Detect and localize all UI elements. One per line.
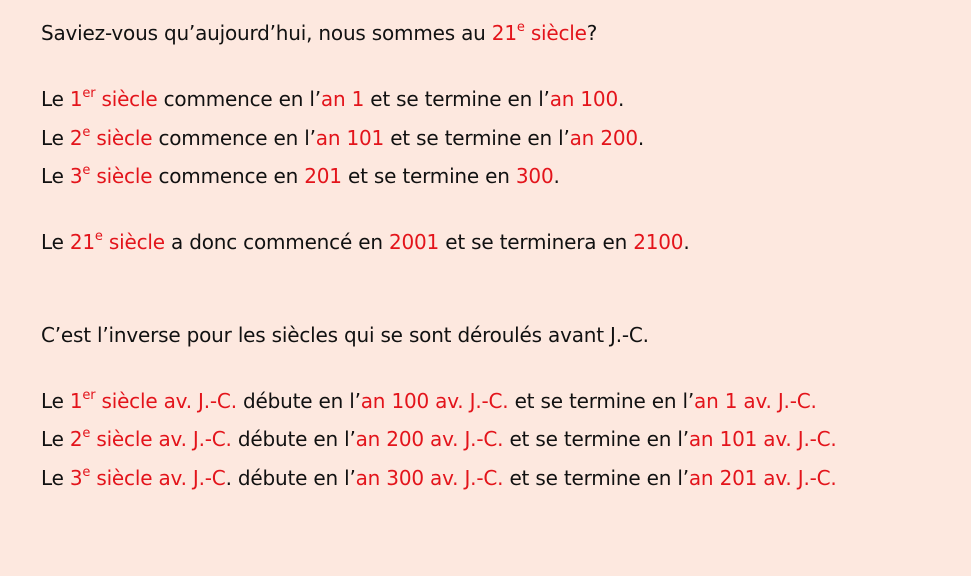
- bc-century-line-1: [41, 387, 817, 415]
- line-text: Le: [41, 126, 70, 150]
- bc-century-line-2: [41, 425, 837, 453]
- line-text: .: [683, 230, 690, 254]
- end-year: an 200: [569, 126, 638, 150]
- century-label: [70, 466, 226, 490]
- line-text: a donc commencé en: [164, 230, 389, 254]
- century-ordinal: e: [516, 20, 525, 36]
- start-year: an 101: [315, 126, 385, 150]
- end-year: an 100: [549, 87, 618, 111]
- century-label: [70, 389, 237, 413]
- century-word: siècle av. J.-C: [90, 466, 226, 490]
- end-year: an 201 av. J.-C.: [688, 466, 837, 490]
- century-label: [70, 164, 152, 188]
- start-year: an 1: [320, 87, 365, 111]
- line-text: débute en l’: [236, 389, 361, 413]
- century-word: siècle: [524, 21, 587, 45]
- century-ordinal: e: [82, 465, 91, 481]
- line-text: commence en: [157, 87, 310, 111]
- ad-century-line-2: [41, 124, 644, 152]
- end-year: 2100: [633, 230, 684, 254]
- century-word: siècle av. J.-C.: [95, 389, 237, 413]
- line-text: Le: [41, 230, 70, 254]
- century-word: siècle: [95, 87, 158, 111]
- century-number: 1: [69, 87, 83, 111]
- line-text: Le: [41, 466, 70, 490]
- century-word: siècle: [90, 164, 153, 188]
- intro-text: Saviez-vous qu’aujourd’hui, nous sommes au: [41, 21, 492, 45]
- line-text: . débute en l’: [225, 466, 356, 490]
- intro-century: [492, 21, 587, 45]
- century-number: 3: [69, 466, 83, 490]
- line-text: Le: [41, 87, 70, 111]
- century-word: siècle av. J.-C.: [90, 427, 232, 451]
- end-year: an 101 av. J.-C.: [688, 427, 837, 451]
- line-text: et se termine en: [384, 126, 559, 150]
- line-text: et se termine en: [341, 164, 516, 188]
- end-year: an 1 av. J.-C.: [694, 389, 817, 413]
- intro-line: [41, 19, 597, 47]
- inverse-line: C’est l’inverse pour les siècles qui se sont déroulés avant J.-C.: [41, 323, 649, 347]
- line-text: Le: [41, 427, 70, 451]
- century-ordinal: e: [82, 163, 91, 179]
- century-ordinal: e: [82, 426, 91, 442]
- century-ordinal: e: [94, 229, 103, 245]
- line-text: et se terminera en: [439, 230, 634, 254]
- century-number: 3: [69, 164, 83, 188]
- bc-century-line-3: [41, 464, 837, 492]
- c21-line: [41, 228, 690, 256]
- century-label: [70, 126, 152, 150]
- line-text: et se termine en l’: [503, 427, 689, 451]
- line-text: Le: [41, 389, 70, 413]
- century-ordinal: e: [82, 125, 91, 141]
- start-year: 2001: [388, 230, 440, 254]
- start-year: an 100 av. J.-C.: [360, 389, 509, 413]
- line-text: .: [617, 87, 625, 111]
- century-number: 2: [69, 126, 83, 150]
- start-year: 201: [304, 164, 342, 188]
- line-text: Le: [41, 164, 70, 188]
- century-ordinal: er: [82, 388, 96, 404]
- century-number: 1: [69, 389, 83, 413]
- century-label: [70, 230, 165, 254]
- line-text: commence en: [152, 126, 305, 150]
- line-text: commence en: [152, 164, 305, 188]
- start-year: an 200 av. J.-C.: [355, 427, 504, 451]
- century-word: siècle: [90, 126, 153, 150]
- century-word: siècle: [102, 230, 165, 254]
- line-text: et se termine en l’: [508, 389, 695, 413]
- line-text: et se termine en l’: [503, 466, 689, 490]
- intro-question-mark: ?: [586, 21, 598, 45]
- line-text: l’: [538, 87, 550, 111]
- start-year: an 300 av. J.-C.: [355, 466, 504, 490]
- line-text: débute en l’: [231, 427, 356, 451]
- line-text: .: [637, 126, 645, 150]
- line-text: l’: [304, 126, 316, 150]
- line-text: .: [553, 164, 560, 188]
- line-text: l’: [309, 87, 321, 111]
- century-ordinal: er: [82, 86, 96, 102]
- century-number: 21: [491, 21, 517, 45]
- line-text: l’: [558, 126, 570, 150]
- century-number: 2: [69, 427, 83, 451]
- ad-century-line-3: [41, 162, 560, 190]
- end-year: 300: [515, 164, 554, 188]
- ad-century-line-1: [41, 85, 624, 113]
- century-label: [70, 427, 232, 451]
- century-label: [70, 87, 158, 111]
- century-number: 21: [69, 230, 95, 254]
- line-text: et se termine en: [364, 87, 539, 111]
